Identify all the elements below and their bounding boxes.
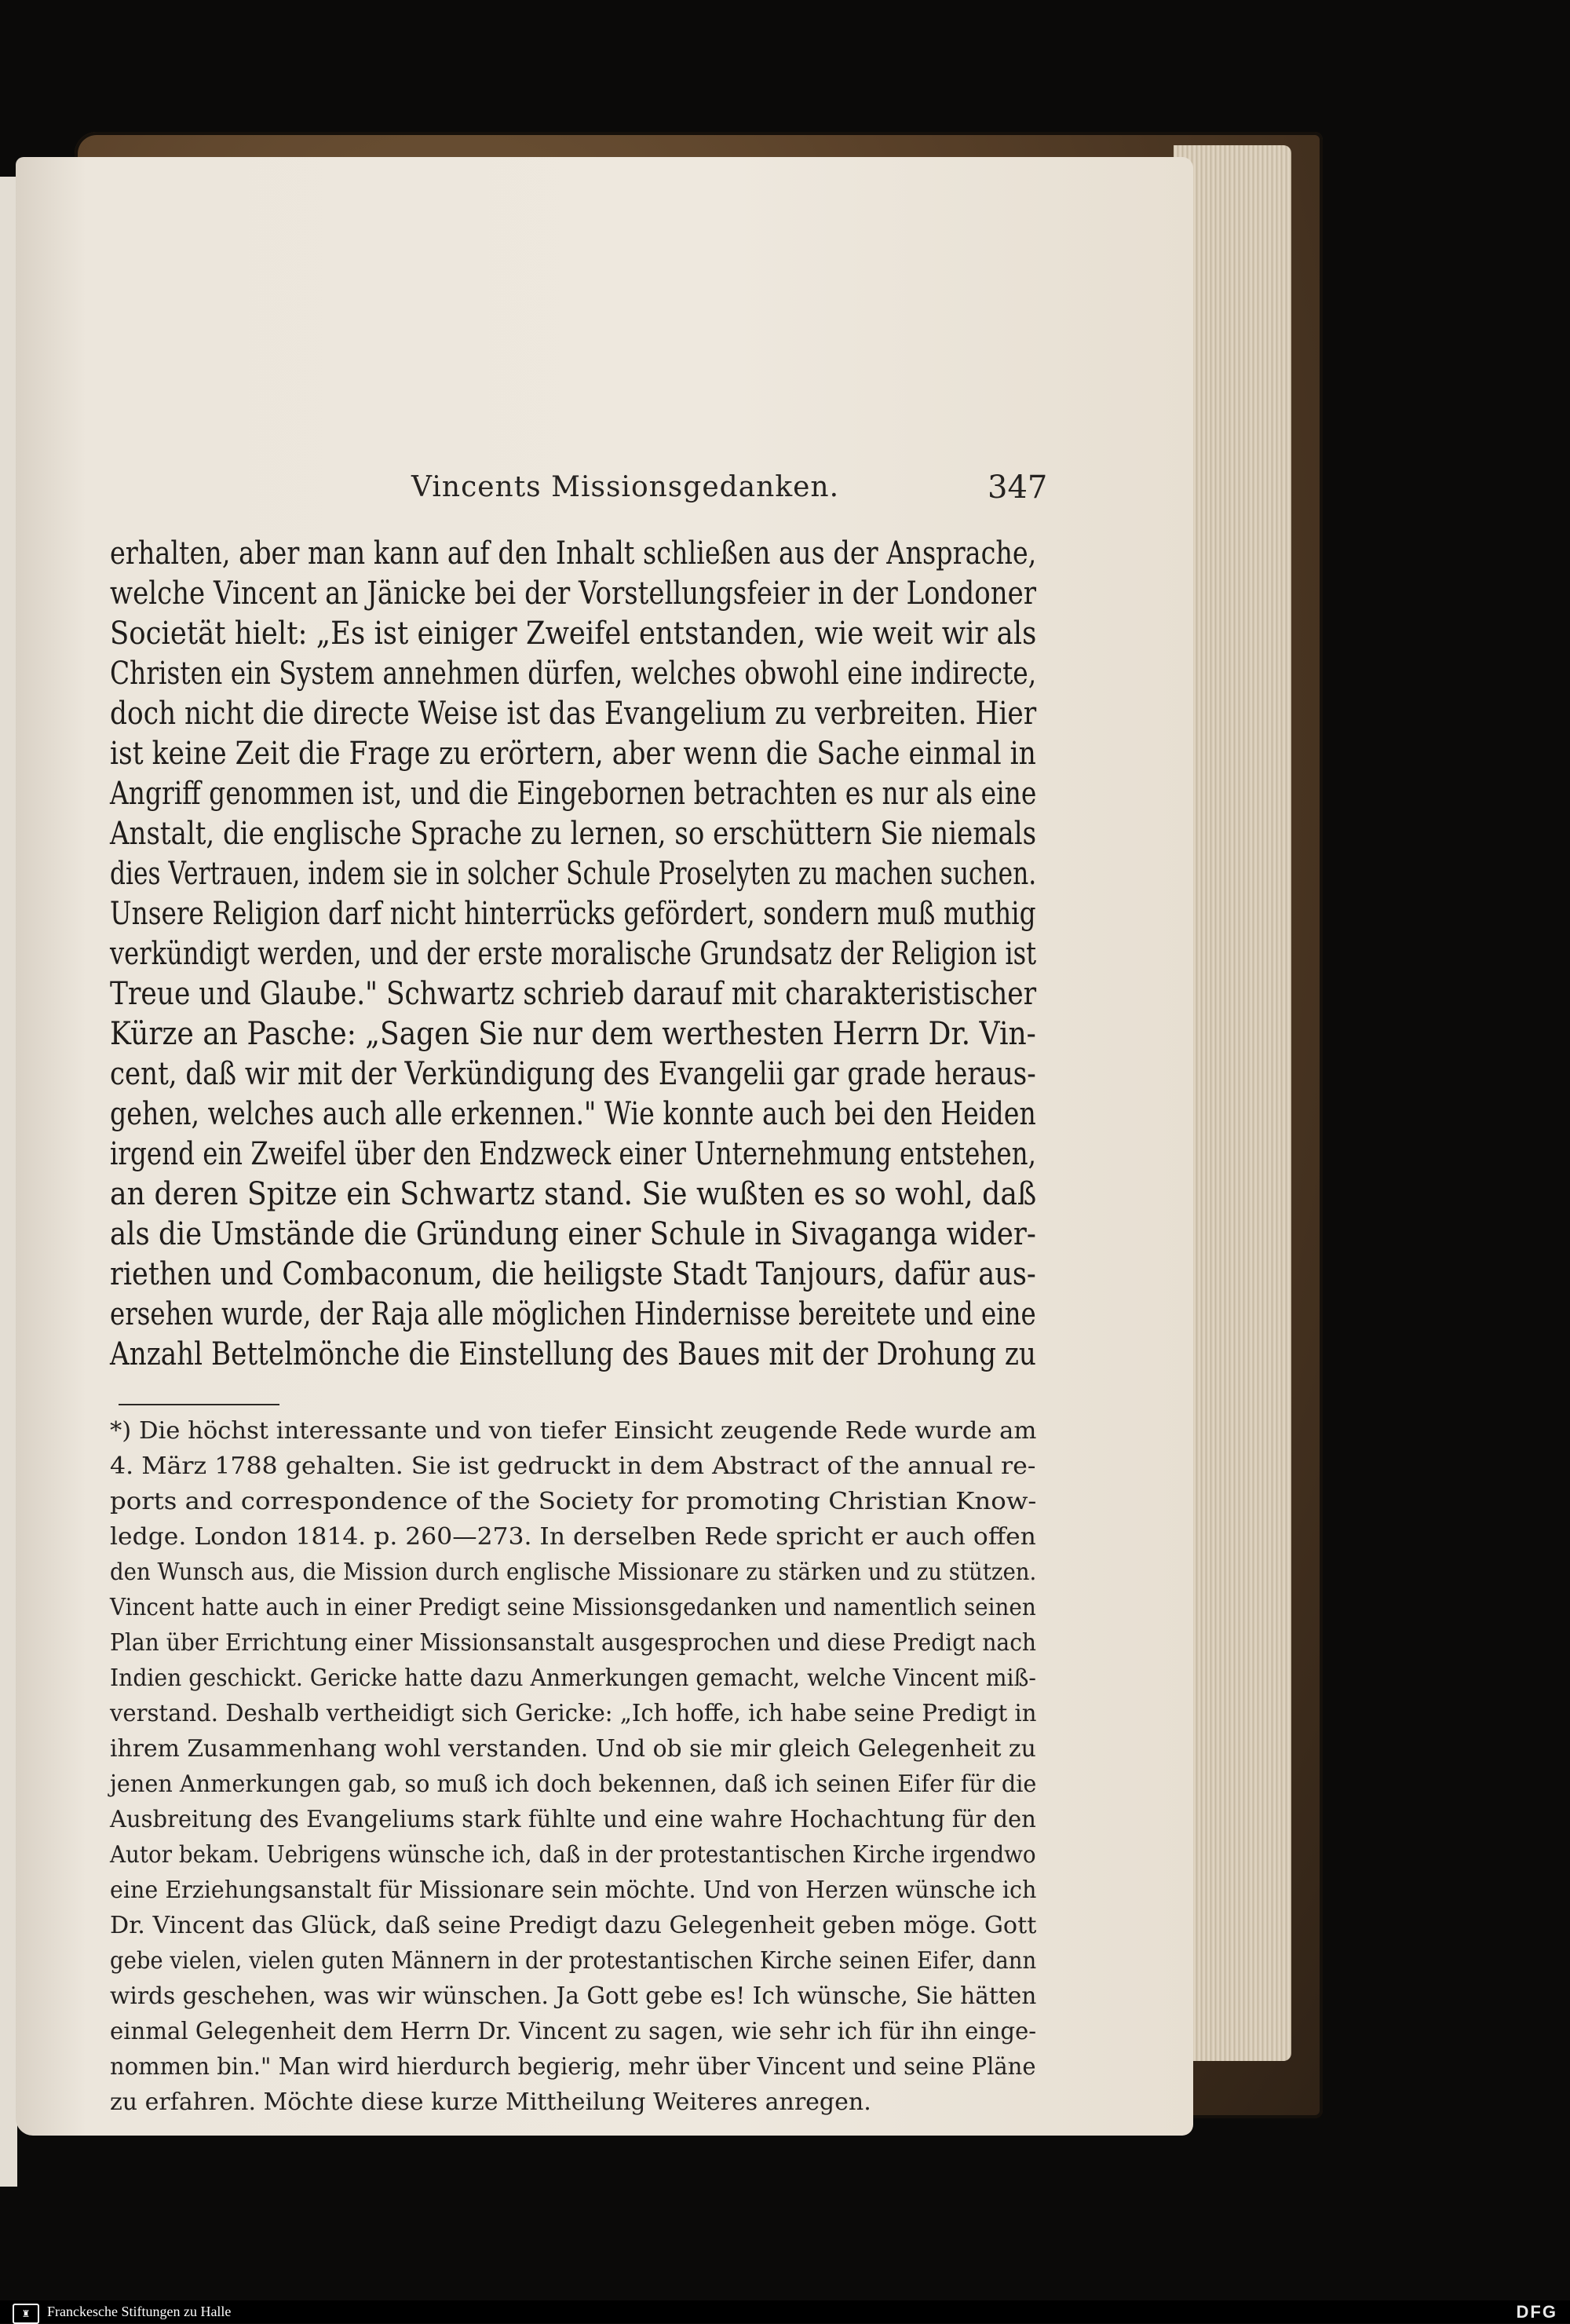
attribution-bar xyxy=(0,2300,1570,2323)
footnote-line: Plan über Errichtung einer Missionsanstalt ausgesprochen und diese Predigt nach xyxy=(110,1629,1037,1657)
body-text-line: Kürze an Pasche: „Sagen Sie nur dem werthesten Herrn Dr. Vin- xyxy=(110,1016,1036,1052)
footnote-line: Autor bekam. Uebrigens wünsche ich, daß in der protestantischen Kirche irgendwo xyxy=(110,1841,1036,1869)
institution-name: Franckesche Stiftungen zu Halle xyxy=(47,2304,232,2319)
footnote-divider xyxy=(119,1404,279,1405)
footnote-line: Ausbreitung des Evangeliums stark fühlte und eine wahre Hochachtung für den xyxy=(110,1806,1036,1833)
footnote-line: wirds geschehen, was wir wünschen. Ja Gott gebe es! Ich wünsche, Sie hätten xyxy=(110,1982,1037,2010)
body-text-line: welche Vincent an Jänicke bei der Vorstellungsfeier in der Londoner xyxy=(110,576,1037,612)
body-text-line: erhalten, aber man kann auf den Inhalt schließen aus der Ansprache, xyxy=(110,535,1037,572)
body-text-line: irgend ein Zweifel über den Endzweck einer Unternehmung entstehen, xyxy=(110,1136,1036,1172)
body-text-line: ist keine Zeit die Frage zu erörtern, aber wenn die Sache einmal in xyxy=(110,736,1036,772)
page-number: 347 xyxy=(988,470,1048,506)
footnote-line: Dr. Vincent das Glück, daß seine Predigt dazu Gelegenheit geben möge. Gott xyxy=(110,1912,1037,1939)
body-text-line: doch nicht die directe Weise ist das Evangelium zu verbreiten. Hier xyxy=(110,696,1037,732)
body-text-line: verkündigt werden, und der erste moralische Grundsatz der Religion ist xyxy=(110,936,1037,972)
footnote-line: ihrem Zusammenhang wohl verstanden. Und ob sie mir gleich Gelegenheit zu xyxy=(110,1735,1036,1763)
footnote-line: verstand. Deshalb vertheidigt sich Gericke: „Ich hoffe, ich habe seine Predigt in xyxy=(110,1700,1037,1727)
footnote-line: Indien geschickt. Gericke hatte dazu Anmerkungen gemacht, welche Vincent miß- xyxy=(110,1664,1036,1692)
body-text-line: riethen und Combaconum, die heiligste Stadt Tanjours, dafür aus- xyxy=(110,1256,1036,1292)
footnote-line: eine Erziehungsanstalt für Missionare sein möchte. Und von Herzen wünsche ich xyxy=(110,1876,1037,1904)
main-text xyxy=(110,534,1036,1374)
footnote-line: 4. März 1788 gehalten. Sie ist gedruckt in dem Abstract of the annual re- xyxy=(110,1452,1036,1480)
footnote-line: *) Die höchst interessante und von tiefer Einsicht zeugende Rede wurde am xyxy=(110,1417,1037,1445)
footnote-line: nommen bin." Man wird hierdurch begierig, mehr über Vincent und seine Pläne xyxy=(110,2053,1036,2081)
footnote-line: ports and correspondence of the Society for promoting Christian Know- xyxy=(110,1488,1037,1515)
body-text-line: Anzahl Bettelmönche die Einstellung des Baues mit der Drohung zu xyxy=(110,1336,1036,1372)
dfg-logo: DFG xyxy=(1516,2302,1557,2322)
body-text-line: dies Vertrauen, indem sie in solcher Schule Proselyten zu machen suchen. xyxy=(110,856,1037,892)
body-text-line: Anstalt, die englische Sprache zu lernen, so erschüttern Sie niemals xyxy=(110,816,1037,852)
body-text-line: gehen, welches auch alle erkennen." Wie konnte auch bei den Heiden xyxy=(110,1096,1036,1132)
footnote-line: jenen Anmerkungen gab, so muß ich doch bekennen, daß ich seinen Eifer für die xyxy=(110,1770,1037,1798)
body-text-line: Unsere Religion darf nicht hinterrücks gefördert, sondern muß muthig xyxy=(110,896,1036,932)
book-page xyxy=(16,157,1193,2136)
running-head: Vincents Missionsgedanken. xyxy=(411,471,840,503)
body-text-line: als die Umstände die Gründung einer Schule in Sivaganga wider- xyxy=(110,1216,1036,1252)
footnote-line: ledge. London 1814. p. 260—273. In derselben Rede spricht er auch offen xyxy=(110,1523,1036,1551)
institution-crest-icon: ♜ xyxy=(13,2304,39,2324)
body-text-line: Christen ein System annehmen dürfen, welches obwohl eine indirecte, xyxy=(110,656,1037,692)
footnote-line: den Wunsch aus, die Mission durch englische Missionare zu stärken und zu stützen. xyxy=(110,1558,1037,1586)
footnote-line: Vincent hatte auch in einer Predigt seine Missionsgedanken und namentlich seinen xyxy=(110,1594,1036,1621)
body-text-line: Angriff genommen ist, und die Eingebornen betrachten es nur als eine xyxy=(110,776,1037,812)
footnote-line: zu erfahren. Möchte diese kurze Mittheilung Weiteres anregen. xyxy=(110,2088,871,2116)
body-text-line: cent, daß wir mit der Verkündigung des Evangelii gar grade heraus- xyxy=(110,1056,1036,1092)
body-text-line: Societät hielt: „Es ist einiger Zweifel entstanden, wie weit wir als xyxy=(110,616,1037,652)
footnote-line: einmal Gelegenheit dem Herrn Dr. Vincent zu sagen, wie sehr ich für ihn einge- xyxy=(110,2018,1037,2045)
body-text-line: an deren Spitze ein Schwartz stand. Sie wußten es so wohl, daß xyxy=(110,1176,1037,1212)
left-page-edge xyxy=(0,177,17,2187)
body-text-line: ersehen wurde, der Raja alle möglichen Hindernisse bereitete und eine xyxy=(110,1296,1036,1332)
footnote-line: gebe vielen, vielen guten Männern in der protestantischen Kirche seinen Eifer, dann xyxy=(110,1947,1037,1975)
footnote xyxy=(110,1413,1036,2136)
body-text-line: Treue und Glaube." Schwartz schrieb darauf mit charakteristischer xyxy=(110,976,1037,1012)
